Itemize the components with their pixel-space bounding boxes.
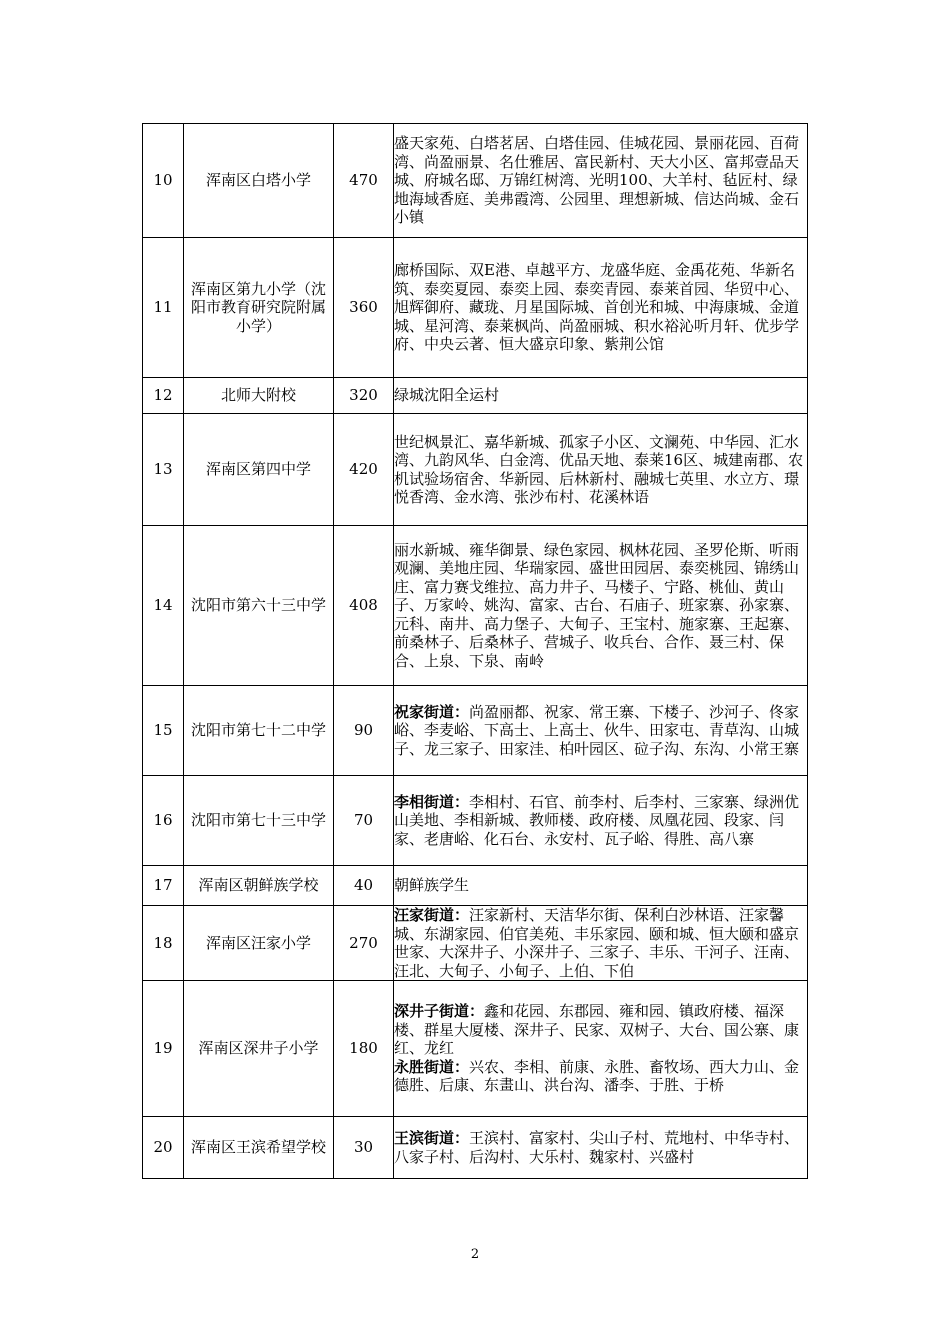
row-number: 11 [143,238,184,378]
table-body [143,124,808,1179]
area-text: 世纪枫景汇、嘉华新城、孤家子小区、文澜苑、中华园、汇水湾、九韵风华、白金湾、优品天地、泰莱16区、城建南郡、农机试验场宿舍、华新园、后林新村、融城七英里、水立方、璟悦香湾、金水湾、张沙布村、花溪林语 [394,432,804,506]
row-number: 20 [143,1117,184,1179]
area-line [394,261,807,354]
enrollment-count: 420 [334,414,394,526]
school-name: 浑南区王滨希望学校 [184,1117,334,1179]
area-text: 王滨村、富家村、尖山子村、荒地村、中华寺村、八家子村、后沟村、大乐村、魏家村、兴盛村 [394,1129,800,1166]
table-row [143,906,808,981]
school-name: 浑南区第四中学 [184,414,334,526]
area-text: 朝鲜族学生 [394,876,470,895]
area-text: 鑫和花园、东郡园、雍和园、镇政府楼、福深楼、群星大厦楼、深井子、民家、双树子、大台、国公寨、康红、龙红 [394,1002,800,1058]
area-line [394,876,807,895]
district-area [394,526,808,686]
enrollment-count: 320 [334,378,394,414]
table-row [143,124,808,238]
district-area [394,981,808,1117]
district-area [394,866,808,906]
row-number: 15 [143,686,184,776]
table-row [143,526,808,686]
table-row [143,1117,808,1179]
area-line [394,386,807,405]
street-label: 李相街道： [394,792,470,811]
district-area [394,238,808,378]
school-name: 沈阳市第七十三中学 [184,776,334,866]
area-text: 尚盈丽都、祝家、常王寨、下楼子、沙河子、佟家峪、李麦峪、下高士、上高士、伙牛、田家屯、青草沟、山城子、龙三家子、田家洼、柏叶园区、砬子沟、东沟、小常王寨 [394,702,800,758]
row-number: 17 [143,866,184,906]
school-name: 浑南区白塔小学 [184,124,334,238]
area-text: 丽水新城、雍华御景、绿色家园、枫林花园、圣罗伦斯、听雨观澜、美地庄园、华瑞家园、盛世田园居、泰奕桃园、锦绣山庄、富力赛戈维拉、高力井子、马楼子、宁路、桃仙、黄山子、万家岭、姚沟、富家、古台、石庙子、班家寨、孙家寨、元科、南井、高力堡子、大甸子、王宝村、施家寨、王起寨、前桑林子、后桑林子、营城子、收兵台、合作、聂三村、保合、上泉、下泉、南岭 [394,540,800,670]
row-number: 18 [143,906,184,981]
row-number: 14 [143,526,184,686]
district-area [394,414,808,526]
area-line [394,1058,807,1095]
area-line [394,1129,807,1166]
table-row [143,378,808,414]
enrollment-count: 70 [334,776,394,866]
enrollment-count: 360 [334,238,394,378]
page-number: 2 [470,1247,480,1262]
school-name: 浑南区朝鲜族学校 [184,866,334,906]
district-area [394,776,808,866]
table-row [143,866,808,906]
school-name: 沈阳市第六十三中学 [184,526,334,686]
area-text: 廊桥国际、双E港、卓越平方、龙盛华庭、金禹花苑、华新名筑、泰奕夏园、泰奕上园、泰奕青园、泰莱首园、华贸中心、旭辉御府、藏珑、月星国际城、首创光和城、中海康城、金道城、星河湾、泰莱枫尚、尚盈丽城、积水裕沁听月轩、优步学府、中央云著、恒大盛京印象、紫荆公馆 [394,261,800,354]
district-area [394,1117,808,1179]
row-number: 10 [143,124,184,238]
area-text: 盛天家苑、白塔茗居、白塔佳园、佳城花园、景丽花园、百荷湾、尚盈丽景、名仕雅居、富民新村、天大小区、富邦壹品天城、府城名邸、万锦红树湾、光明100、大羊村、毡匠村、绿地海域香庭、美弗霞湾、公园里、理想新城、信达尚城、金石小镇 [394,134,800,227]
area-line [394,134,807,227]
row-number: 16 [143,776,184,866]
area-line [394,1002,807,1058]
street-label: 深井子街道： [394,1002,485,1021]
area-text: 汪家新村、天洁华尔街、保利白沙林语、汪家馨城、东湖家园、伯官美苑、丰乐家园、颐和城、恒大颐和盛京世家、大深井子、小深井子、三家子、丰乐、干河子、汪南、汪北、大甸子、小甸子、上伯、下伯 [394,906,800,980]
table-row [143,238,808,378]
table-row [143,981,808,1117]
area-line [394,703,807,759]
district-area [394,906,808,981]
area-line [394,906,807,980]
school-name: 浑南区汪家小学 [184,906,334,981]
row-number: 12 [143,378,184,414]
row-number: 19 [143,981,184,1117]
school-name: 浑南区深井子小学 [184,981,334,1117]
area-text: 李相村、石官、前李村、后李村、三家寨、绿洲优山美地、李相新城、教师楼、政府楼、凤凰花园、段家、闫家、老唐峪、化石台、永安村、瓦子峪、得胜、高八寨 [394,792,800,848]
area-text: 绿城沈阳全运村 [394,386,500,405]
district-area [394,686,808,776]
area-line [394,793,807,849]
table-row [143,776,808,866]
enrollment-count: 408 [334,526,394,686]
street-label: 王滨街道： [394,1129,470,1147]
school-name: 沈阳市第七十二中学 [184,686,334,776]
school-name: 北师大附校 [184,378,334,414]
row-number: 13 [143,414,184,526]
school-district-table [142,123,808,1179]
area-line [394,541,807,671]
area-text: 兴农、李相、前康、永胜、畜牧场、西大力山、金德胜、后康、东畫山、洪台沟、潘李、于胜、于桥 [394,1057,800,1095]
enrollment-count: 30 [334,1117,394,1179]
street-label: 永胜街道： [394,1057,470,1076]
street-label: 汪家街道： [394,906,470,924]
school-name: 浑南区第九小学（沈阳市教育研究院附属小学） [184,238,334,378]
enrollment-count: 270 [334,906,394,981]
enrollment-count: 470 [334,124,394,238]
table-row [143,686,808,776]
table-row [143,414,808,526]
enrollment-count: 180 [334,981,394,1117]
area-line [394,433,807,507]
district-area [394,124,808,238]
enrollment-count: 40 [334,866,394,906]
street-label: 祝家街道： [394,702,470,721]
district-area [394,378,808,414]
enrollment-count: 90 [334,686,394,776]
